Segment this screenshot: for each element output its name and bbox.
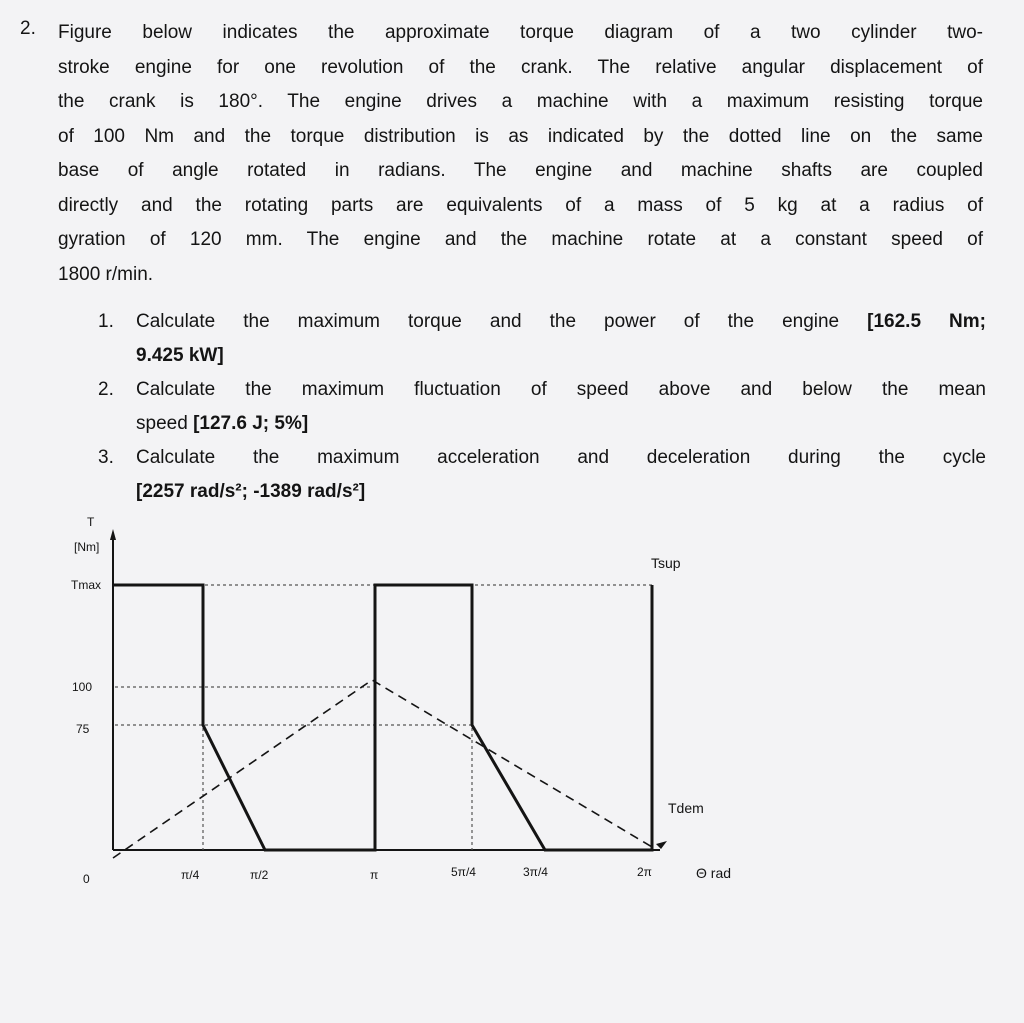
problem-line: stroke engine for one revolution of the crank. The relative angular displacement of — [58, 56, 983, 78]
x-tick-3pi-4: 3π/4 — [523, 865, 548, 879]
question-number: 2. — [98, 379, 114, 400]
x-axis-label: Θ rad — [696, 865, 732, 881]
question-answer: 9.425 kW] — [136, 345, 224, 366]
question-text: Calculate the maximum acceleration and deceleration during the cycle — [136, 447, 986, 468]
x-tick-pi-4: π/4 — [181, 868, 200, 882]
x-tick-5pi-4: 5π/4 — [451, 865, 476, 879]
problem-statement — [58, 16, 983, 292]
question-item — [98, 305, 986, 373]
problem-number: 2. — [20, 18, 36, 39]
torque-diagram — [0, 505, 1024, 1023]
question-answer: [127.6 J; 5%] — [193, 413, 309, 434]
origin-label: 0 — [83, 872, 90, 886]
question-text: Calculate the maximum fluctuation of speed above and below the mean — [136, 379, 986, 400]
question-list — [98, 305, 986, 509]
question-answer: [162.5 Nm; — [867, 311, 986, 332]
tmax-label: Tmax — [71, 578, 101, 592]
x-tick-pi-2: π/2 — [250, 868, 269, 882]
question-text: speed — [136, 413, 188, 434]
question-text: Calculate the maximum torque and the power of the engine — [136, 311, 840, 332]
problem-line: the crank is 180°. The engine drives a machine with a maximum resisting torque — [58, 91, 983, 112]
demand-torque-label: Tdem — [668, 800, 704, 816]
problem-line: base of angle rotated in radians. The engine and machine shafts are coupled — [58, 160, 983, 181]
x-tick-2pi: 2π — [637, 865, 652, 879]
question-text-line — [136, 305, 986, 339]
problem-line: Figure below indicates the approximate torque diagram of a two cylinder two- — [58, 22, 983, 43]
supply-torque-line — [113, 585, 652, 850]
x-tick-pi: π — [370, 868, 379, 882]
demand-torque-line — [113, 680, 652, 858]
problem-line: directly and the rotating parts are equivalents of a mass of 5 kg at a radius of — [58, 194, 983, 216]
question-item — [98, 441, 986, 509]
y-axis-unit: [Nm] — [74, 540, 100, 554]
question-number: 3. — [98, 447, 114, 468]
question-item — [98, 373, 986, 441]
y-axis-arrow — [110, 529, 116, 540]
problem-line: of 100 Nm and the torque distribution is as indicated by the dotted line on the same — [58, 125, 983, 147]
problem-line: 1800 r/min. — [58, 263, 154, 285]
question-answer: [2257 rad/s²; -1389 rad/s²] — [136, 481, 366, 502]
question-number: 1. — [98, 311, 114, 332]
y-tick-100: 100 — [72, 680, 93, 694]
problem-line: gyration of 120 mm. The engine and the machine rotate at a constant speed of — [58, 229, 983, 250]
y-tick-75: 75 — [76, 722, 90, 736]
y-axis-symbol: T — [87, 515, 95, 529]
supply-torque-label: Tsup — [651, 555, 681, 571]
tdem-arrow — [656, 841, 667, 849]
